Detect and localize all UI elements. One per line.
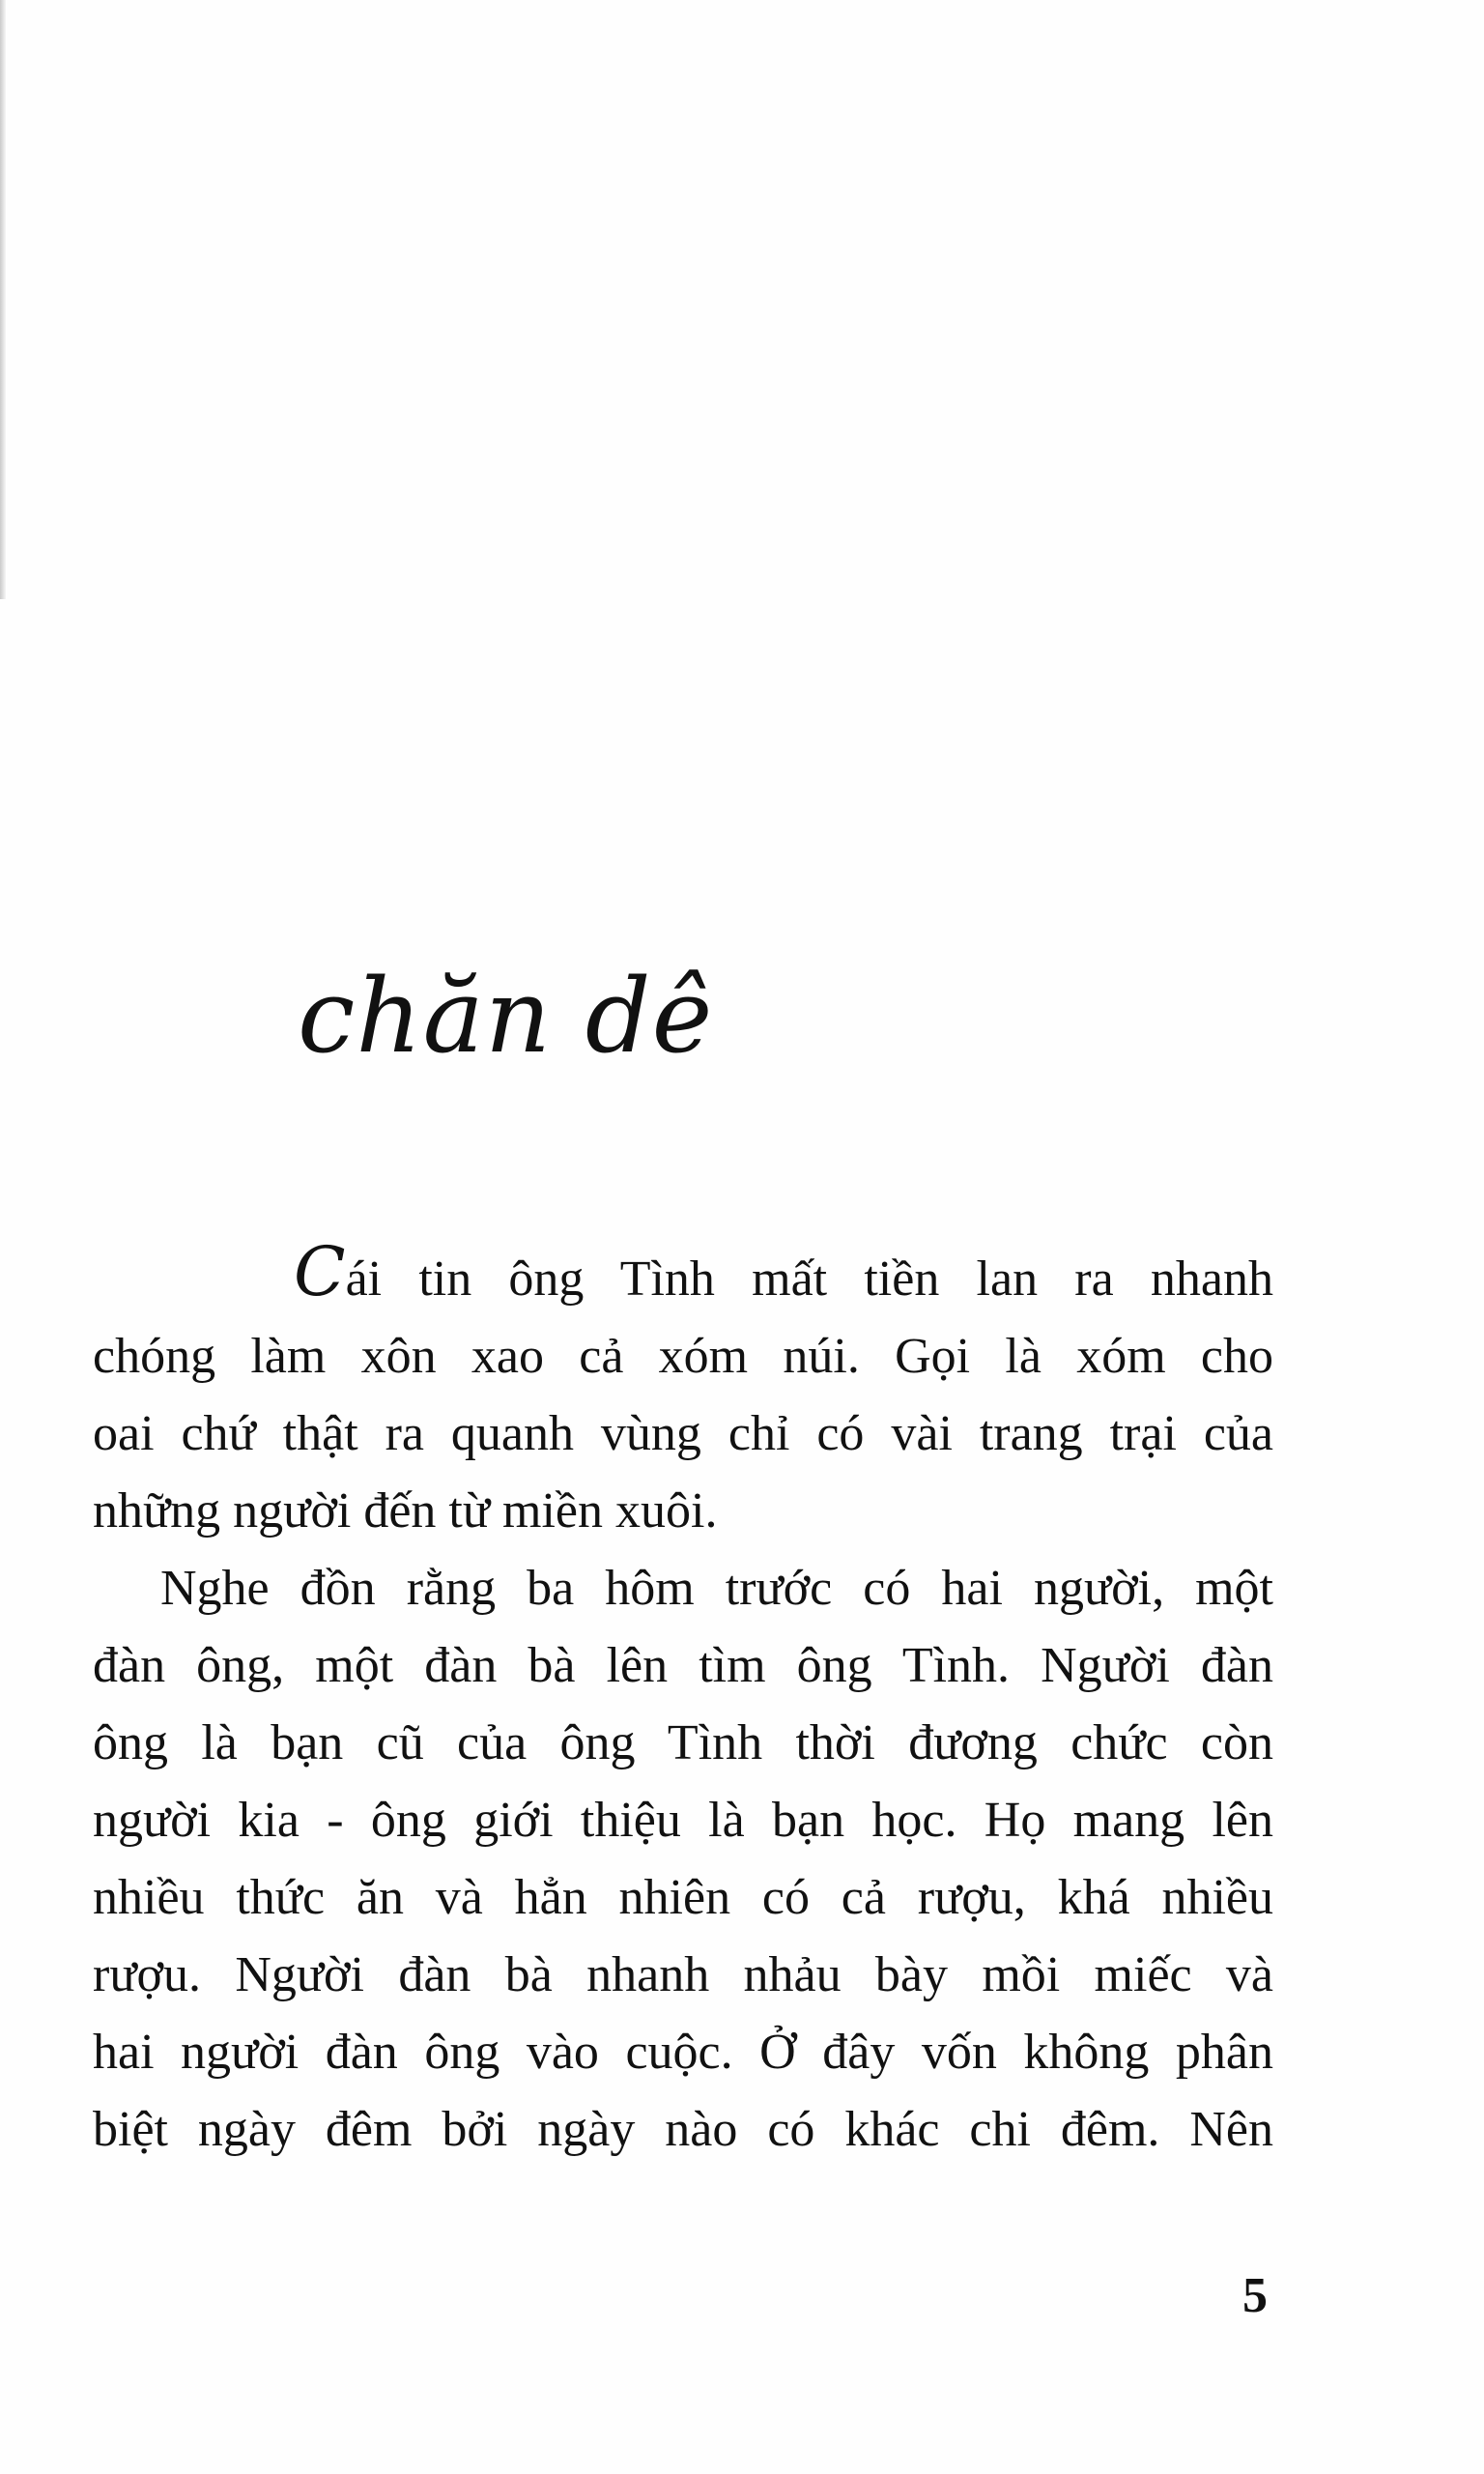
body-text (93, 1241, 1273, 2169)
text-line-1 (93, 1241, 1273, 1318)
page-binding-shadow (0, 0, 6, 599)
chapter-title: chăn dê (298, 957, 714, 1076)
text-line-2: chóng làm xôn xao cả xóm núi. Gọi là xóm cho (93, 1329, 1273, 1384)
text-line-9: nhiều thức ăn và hẳn nhiên có cả rượu, khá nhiều (93, 1870, 1273, 1925)
text-line-1-content: ái tin ông Tình mất tiền lan ra nhanh (345, 1251, 1273, 1307)
text-line-3: oai chứ thật ra quanh vùng chỉ có vài trang trại của (93, 1406, 1273, 1461)
text-line-5: Nghe đồn rằng ba hôm trước có hai người, một (160, 1561, 1273, 1616)
text-line-4: những người đến từ miền xuôi. (93, 1483, 718, 1539)
text-line-8: người kia - ông giới thiệu là bạn học. Họ mang lên (93, 1793, 1273, 1848)
page-number: 5 (1242, 2268, 1268, 2323)
text-line-7: ông là bạn cũ của ông Tình thời đương chức còn (93, 1715, 1273, 1770)
text-line-11: hai người đàn ông vào cuộc. Ở đây vốn không phân (93, 2025, 1273, 2080)
text-line-6: đàn ông, một đàn bà lên tìm ông Tình. Người đàn (93, 1638, 1273, 1693)
drop-cap: C (294, 1241, 346, 1311)
text-line-12: biệt ngày đêm bởi ngày nào có khác chi đêm. Nên (93, 2102, 1273, 2157)
text-line-10: rượu. Người đàn bà nhanh nhảu bày mồi miếc và (93, 1947, 1273, 2002)
